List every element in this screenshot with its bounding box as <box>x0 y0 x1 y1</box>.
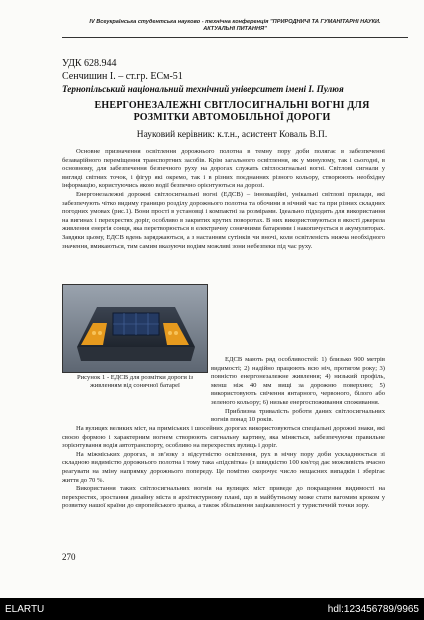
affiliation: Тернопільський національний технічний університет імені І. Пулюя <box>62 84 344 94</box>
footer-repository: ELARTU <box>5 604 45 615</box>
paragraph-4: Приблизна тривалість роботи даних світлосигнальних вогнів понад 10 років. <box>211 407 385 424</box>
paragraph-7: Використання таких світлосигнальних вогнів на вулицях міст приведе до покращення видимості на перехрестях, зростання дизайну міста в архітектурному плані, що в майбутньому може стати вагомим кроком у розвитку нашої країни до європейського зразка, а також збільшення зацікавленості у туристичній точки зору. <box>62 485 385 510</box>
road-stud-illustration <box>63 285 207 372</box>
paragraph-3: ЕДСВ мають ряд особливостей: 1) близько 900 метрів видимості; 2) надійно працюють всю ніч, протягом року; 3) повністю енергонезалежне живлення; 4) низький профіль, менш ніж 40 мм вищі за дорожню поверхню; 5) використовують свічення янтарного, червоного, білого або зеленого кольору; 6) низьке енергоспоживання споживання. <box>211 356 385 406</box>
article-title-line2: РОЗМІТКИ АВТОМОБІЛЬНОЇ ДОРОГИ <box>133 112 331 123</box>
road-stud-image <box>62 284 208 373</box>
header-rule <box>62 37 408 38</box>
paragraph-6: На міжміських дорогах, в зв’язку з відсутністю освітлення, рух в нічну пору доби ускладнюється зі складною видимістю дорожнього полотна і тому така «підсвітка» (з швидкістю 100 км/год дає можливість вчасно реагувати на зміну напрямку дорожнього попереду. Це помітно скорочує число нещасних випадків і зберігає життя до 70 %. <box>62 450 385 484</box>
figure-1 <box>62 284 208 400</box>
conference-header-line2: АКТУАЛЬНІ ПИТАННЯ" <box>203 26 267 32</box>
conference-header <box>62 19 408 33</box>
body-text-right <box>211 356 385 425</box>
figure-caption: Рисунок 1 - ЕДСВ для розмітки дороги із живленням від сонячної батареї <box>76 374 194 389</box>
footer-handle: hdl:123456789/9965 <box>327 604 419 615</box>
article-title <box>80 100 384 124</box>
paragraph-2: Енергонезалежні дорожні світлосигнальні вогні (ЕДСВ) – інноваційні, унікальні світлові прилади, які забезпечують чітко видиму границю розділу дорожнього полотна та обочини в нічний час та при різних складних погодних умовах (рис.1). Вони прості в установці і компактні за розмірами. Ідеально підходять для використання на вигинах і перехрестях доріг, особливо в закритих крутих поворотах. В них використовуються в якості джерела живлення енергія сонця, яка перетворюється в електричну сонячними батареями і накопичується в акумуляторах. Завдяки цьому, ЕДСВ вдень заряджаються, а з настанням сутінків чи вночі, коли освітленість нижча необхідного значення, вмикаються, тим самим вказуючи водіям можливі зони небезпеки під час руху. <box>62 190 385 250</box>
body-text-top <box>62 148 385 251</box>
footer-bar <box>0 598 424 620</box>
authors: Сенчишин І. – ст.гр. ЕСм-51 <box>62 71 183 82</box>
udk-code: УДК 628.944 <box>62 58 117 69</box>
paragraph-1: Основне призначення освітлення дорожнього полотна в темну пору доби полягає в забезпеченні безаварійного переміщення транспортних засобів. Крім загального освітлення, як у минулому, так і сьогодні, в основному, для забезпечення безпечного руху на дорогах служать світлосигнальні вогні. Світлові сигнали у вигляді світних точок, і фігур які окремо, так і в різних поєднаннях різного кольору, створюють необхідну інформацію, користуючись якою водії безпечно орієнтуються на дорозі. <box>62 148 385 190</box>
supervisor: Науковий керівник: к.т.н., асистент Коваль В.П. <box>136 130 328 140</box>
page-number: 270 <box>62 552 76 562</box>
paragraph-5: На вулицях великих міст, на приміських і шосейних дорогах використовуються спеціальні дорожні знаки, які своєю формою і характерним вогнем створюють сигнальну картину, яка міняється, забезпечуючи правильне зорієнтування водія автотранспорту, особливо на перехрестях вулиць і доріг. <box>62 425 385 450</box>
article-title-line1: ЕНЕРГОНЕЗАЛЕЖНІ СВІТЛОСИГНАЛЬНІ ВОГНІ ДЛЯ <box>94 100 370 111</box>
body-text-bottom <box>62 425 385 511</box>
conference-header-line1: IV Всеукраїнська студентська науково - технічна конференція "ПРИРОДНИЧІ ТА ГУМАНІТАРНІ НАУКИ. <box>89 19 381 25</box>
